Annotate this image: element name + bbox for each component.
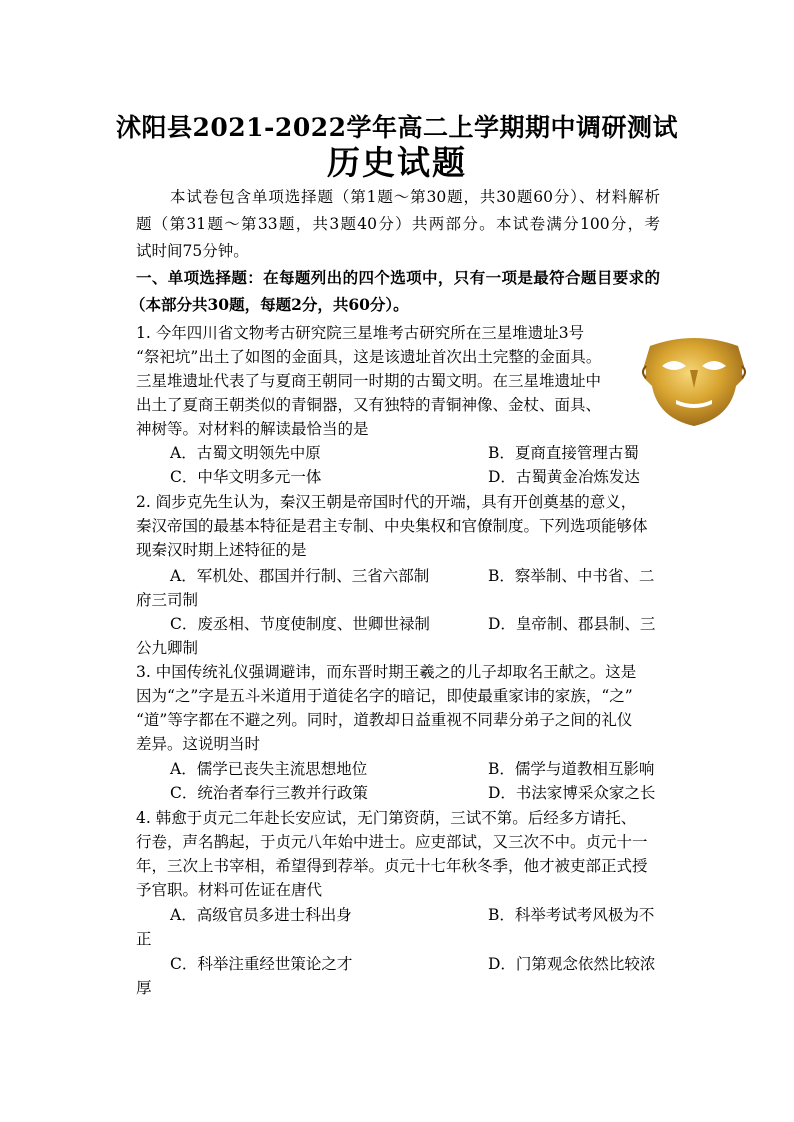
subject-title: 历史试题 <box>327 143 467 182</box>
intro-line: 题（第31题～第33题，共3题40分）共两部分。本试卷满分100分，考 <box>136 215 660 233</box>
question-3-text: 3. 中国传统礼仪强调避讳，而东晋时期王羲之的儿子却取名王献之。这是 <box>136 663 637 681</box>
question-4-option-c[interactable]: C．科举注重经世策论之才 <box>170 955 353 973</box>
gold-mask-illustration <box>632 326 756 430</box>
exam-title: 沭阳县2021-2022学年高二上学期期中调研测试 <box>115 113 679 142</box>
question-1-option-b[interactable]: B．夏商直接管理古蜀 <box>488 444 639 462</box>
question-4-text: 4. 韩愈于贞元二年赴长安应试，无门第资荫，三试不第。后经多方请托、 <box>136 809 637 827</box>
intro-line: 本试卷包含单项选择题（第1题～第30题，共30题60分）、材料解析 <box>170 188 660 206</box>
question-3-option-b[interactable]: B．儒学与道教相互影响 <box>488 760 655 778</box>
question-2-option-d[interactable]: D．皇帝制、郡县制、三 <box>488 615 656 633</box>
question-3-text: 因为“之”字是五斗米道用于道徒名字的暗记，即使最重家讳的家族，“之” <box>136 687 633 705</box>
question-1-text: 1. 今年四川省文物考古研究院三星堆考古研究所在三星堆遗址3号 <box>136 324 585 342</box>
question-2-option-b-wrap: 府三司制 <box>136 591 199 609</box>
question-3-option-c[interactable]: C．统治者奉行三教并行政策 <box>170 784 368 802</box>
intro-line: 试时间75分钟。 <box>136 242 249 260</box>
question-2-option-c[interactable]: C．废丞相、节度使制度、世卿世禄制 <box>170 615 430 633</box>
question-1-text: 出土了夏商王朝类似的青铜器，又有独特的青铜神像、金杖、面具、 <box>136 396 602 414</box>
question-3-text: 差异。这说明当时 <box>136 735 261 753</box>
question-4-option-b-wrap: 正 <box>136 930 152 948</box>
question-4-text: 年，三次上书宰相，希望得到荐举。贞元十七年秋冬季，他才被吏部正式授 <box>136 857 648 875</box>
question-4-option-b[interactable]: B．科举考试考风极为不 <box>488 906 655 924</box>
question-1-text: “祭祀坑”出土了如图的金面具，这是该遗址首次出土完整的金面具。 <box>136 348 602 366</box>
question-3-text: “道”等字都在不避之列。同时，道教却日益重视不同辈分弟子之间的礼仪 <box>136 711 633 729</box>
section-heading: （本部分共30题，每题2分，共60分）。 <box>130 295 409 314</box>
question-1-option-a[interactable]: A．古蜀文明领先中原 <box>170 444 321 462</box>
question-4-option-d-wrap: 厚 <box>136 979 152 997</box>
question-2-option-b[interactable]: B．察举制、中书省、二 <box>488 567 655 585</box>
question-1-option-d[interactable]: D．古蜀黄金冶炼发达 <box>488 468 640 486</box>
question-4-text: 予官职。材料可佐证在唐代 <box>136 881 323 899</box>
question-2-option-a[interactable]: A．军机处、郡国并行制、三省六部制 <box>170 567 430 585</box>
question-1-text: 三星堆遗址代表了与夏商王朝同一时期的古蜀文明。在三星堆遗址中 <box>136 372 602 390</box>
question-3-option-a[interactable]: A．儒学已丧失主流思想地位 <box>170 760 368 778</box>
question-1-text: 神树等。对材料的解读最恰当的是 <box>136 420 369 438</box>
question-2-option-d-wrap: 公九卿制 <box>136 639 199 657</box>
question-4-option-d[interactable]: D．门第观念依然比较浓 <box>488 955 656 973</box>
question-4-text: 行卷，声名鹊起，于贞元八年始中进士。应吏部试，又三次不中。贞元十一 <box>136 833 648 851</box>
section-heading: 一、单项选择题：在每题列出的四个选项中，只有一项是最符合题目要求的 <box>136 268 660 287</box>
question-2-text: 现秦汉时期上述特征的是 <box>136 541 307 559</box>
question-2-text: 2. 阎步克先生认为，秦汉王朝是帝国时代的开端，具有开创奠基的意义， <box>136 493 637 511</box>
question-2-text: 秦汉帝国的最基本特征是君主专制、中央集权和官僚制度。下列选项能够体 <box>136 517 648 535</box>
gold-mask-image <box>632 326 756 430</box>
question-4-option-a[interactable]: A．高级官员多进士科出身 <box>170 906 352 924</box>
question-3-option-d[interactable]: D．书法家博采众家之长 <box>488 784 656 802</box>
question-1-option-c[interactable]: C．中华文明多元一体 <box>170 468 322 486</box>
